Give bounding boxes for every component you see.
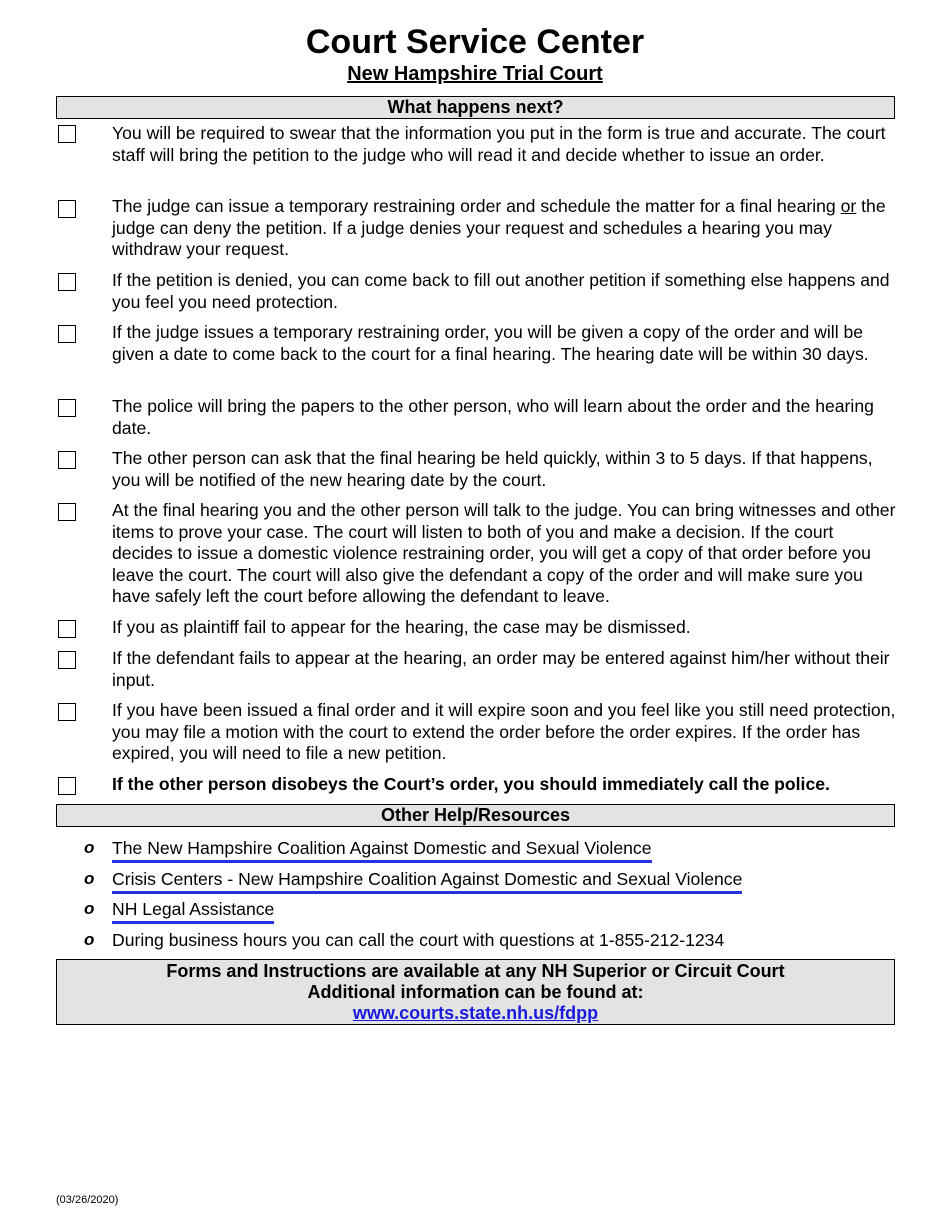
footer-info-box [56, 959, 895, 1025]
bullet-icon: o [84, 930, 95, 949]
checklist-item-text: You will be required to swear that the information you put in the form is true and accurate. The court staff will bring the petition to the judge who will read it and decide whether to issue an order. [112, 123, 886, 165]
page-subtitle: New Hampshire Trial Court [347, 63, 603, 85]
checkbox[interactable] [58, 620, 76, 638]
checklist-item-text: If the other person disobeys the Court’s order, you should immediately call the police. [112, 774, 830, 794]
form-date: (03/26/2020) [56, 1194, 119, 1206]
checklist-item-text: The police will bring the papers to the other person, who will learn about the order and the hearing date. [112, 396, 874, 438]
bullet-icon: o [84, 869, 95, 888]
link-nh-coalition[interactable]: The New Hampshire Coalition Against Domestic and Sexual Violence [112, 837, 652, 863]
checklist-item-text: At the final hearing you and the other person will talk to the judge. You can bring witnesses and other items to prove your case. The court will listen to both of you and make a decision. If the court decides to issue a domestic violence restraining order, you will get a copy of that order before you leave the court. The court will also give the defendant a copy of the order and will make sure you have safely left the court before allowing the defendant to leave. [112, 500, 896, 606]
checkbox[interactable] [58, 777, 76, 795]
checkbox[interactable] [58, 451, 76, 469]
fdpp-link[interactable]: www.courts.state.nh.us/fdpp [352, 1003, 599, 1023]
footer-line-2: Additional information can be found at: [307, 982, 644, 1002]
checklist-item-text: If the judge issues a temporary restraining order, you will be given a copy of the order and will be given a date to come back to the court for a final hearing. The hearing date will be within 30 days. [112, 322, 869, 364]
checkbox[interactable] [58, 399, 76, 417]
bullet-icon: o [84, 899, 95, 918]
checkbox[interactable] [58, 703, 76, 721]
checklist-item-text: If the defendant fails to appear at the hearing, an order may be entered against him/her without their input. [112, 648, 890, 690]
checklist-item-text: The judge can issue a temporary restraining order and schedule the matter for a final hearing or the judge can deny the petition. If a judge denies your request and schedules a hearing you may withdraw your request. [112, 196, 886, 259]
link-crisis-centers[interactable]: Crisis Centers - New Hampshire Coalition Against Domestic and Sexual Violence [112, 868, 742, 894]
checkbox[interactable] [58, 325, 76, 343]
link-nh-legal-assistance[interactable]: NH Legal Assistance [112, 898, 274, 924]
checkbox[interactable] [58, 200, 76, 218]
list-item [0, 837, 950, 863]
page-title: Court Service Center [305, 23, 645, 61]
checkbox[interactable] [58, 503, 76, 521]
emphasis-or: or [840, 196, 857, 216]
court-phone-text: During business hours you can call the court with questions at 1-855-212-1234 [112, 930, 725, 950]
list-item [0, 868, 950, 894]
list-item [0, 898, 950, 924]
checkbox[interactable] [58, 273, 76, 291]
checklist-item-text: If the petition is denied, you can come back to fill out another petition if something else happens and you feel you need protection. [112, 270, 890, 312]
checklist-item-text: If you have been issued a final order and it will expire soon and you feel like you still need protection, you may file a motion with the court to extend the order before the order expires. If the order has expired, you will need to file a new petition. [112, 700, 896, 763]
section-heading-resources: Other Help/Resources [56, 804, 895, 827]
checklist-item-text: If you as plaintiff fail to appear for the hearing, the case may be dismissed. [112, 617, 691, 637]
checkbox[interactable] [58, 125, 76, 143]
bullet-icon: o [84, 838, 95, 857]
checkbox[interactable] [58, 651, 76, 669]
list-item [0, 929, 950, 955]
section-heading-what-happens-next: What happens next? [56, 96, 895, 119]
checklist-item-text: The other person can ask that the final hearing be held quickly, within 3 to 5 days. If that happens, you will be notified of the new hearing date by the court. [112, 448, 873, 490]
footer-line-1: Forms and Instructions are available at any NH Superior or Circuit Court [166, 961, 785, 981]
